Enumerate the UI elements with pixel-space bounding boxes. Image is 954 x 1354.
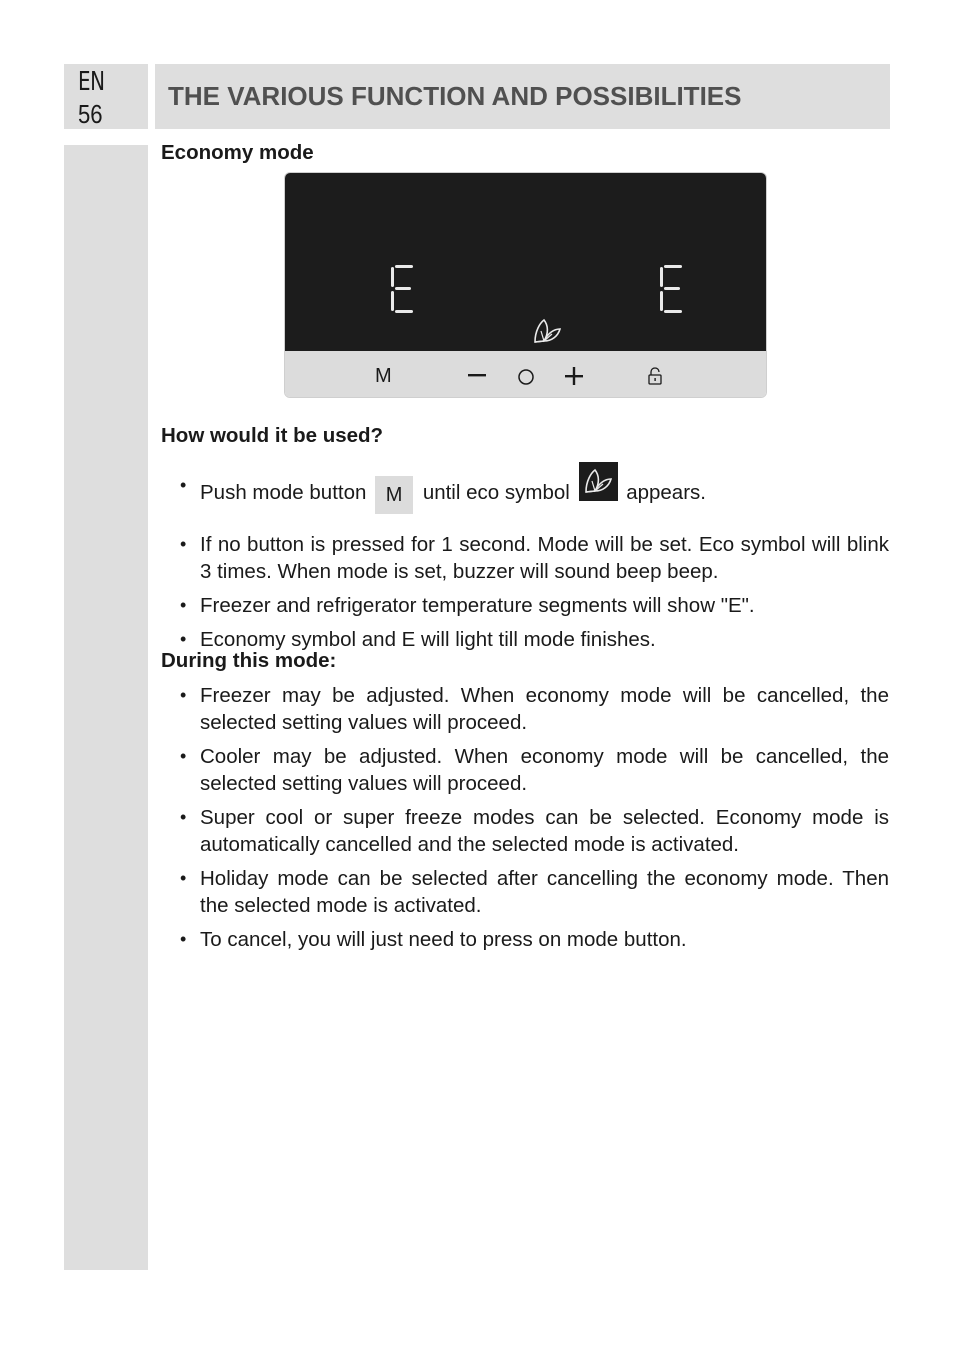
list-item: • To cancel, you will just need to press on mode button. (180, 926, 889, 953)
list-item: • Push mode button M until eco symbol appears. (180, 472, 889, 524)
freezer-digit-e (391, 265, 413, 313)
minus-button[interactable] (468, 374, 486, 378)
page-tab (64, 64, 148, 129)
control-panel-illustration (284, 172, 767, 398)
fridge-digit-e (660, 265, 682, 313)
list-item: • Freezer may be adjusted. When economy mode will be cancelled, the selected setting values will proceed. (180, 682, 889, 736)
list-item: • Economy symbol and E will light till mode finishes. (180, 626, 889, 653)
list-item: • Freezer and refrigerator temperature segments will show "E". (180, 592, 889, 619)
list-item: • If no button is pressed for 1 second. Mode will be set. Eco symbol will blink 3 times. When mode is set, buzzer will sound beep beep. (180, 531, 889, 585)
display-screen (285, 173, 766, 351)
list-item: • Super cool or super freeze modes can be selected. Economy mode is automatically cancelled and the selected mode is activated. (180, 804, 889, 858)
page-number: 56 (78, 99, 103, 129)
center-circle-button[interactable] (517, 368, 535, 386)
section-header (155, 64, 890, 129)
section-title: THE VARIOUS FUNCTION AND POSSIBILITIES (168, 81, 742, 111)
during-mode-heading: During this mode: (161, 649, 337, 672)
economy-mode-heading: Economy mode (161, 141, 314, 164)
during-mode-list (180, 682, 889, 960)
side-bar (64, 145, 148, 1270)
list-item: • Cooler may be adjusted. When economy mode will be cancelled, the selected setting values will proceed. (180, 743, 889, 797)
language-code: EN (78, 67, 105, 97)
mode-button-icon: M (375, 476, 413, 514)
how-used-list (180, 472, 889, 660)
plus-button[interactable] (565, 367, 583, 385)
list-item: • Holiday mode can be selected after cancelling the economy mode. Then the selected mode is activated. (180, 865, 889, 919)
eco-symbol-icon (579, 462, 618, 501)
lock-icon[interactable] (647, 366, 663, 386)
eco-leaf-icon (532, 317, 562, 345)
how-used-heading: How would it be used? (161, 424, 384, 447)
mode-button[interactable]: M (375, 365, 392, 387)
